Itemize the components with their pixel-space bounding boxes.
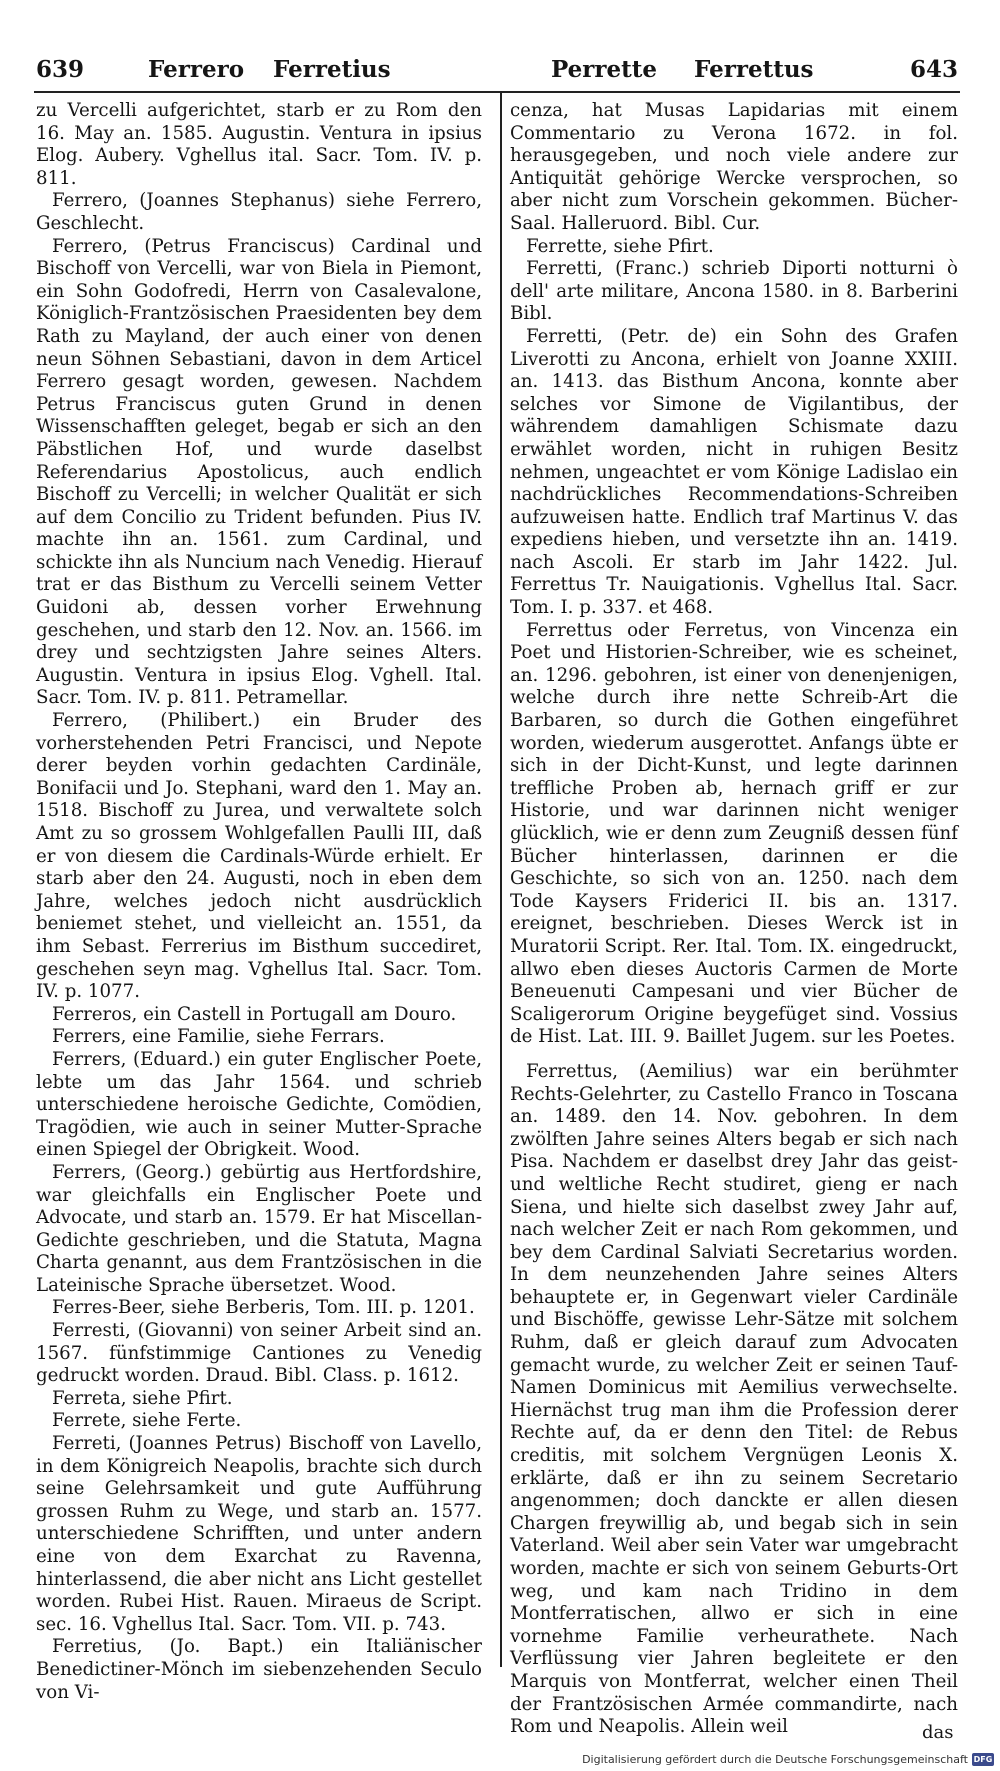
article-entry: zu Vercelli aufgerichtet, starb er zu Rom den 16. May an. 1585. Augustin. Ventura in ipsius Elog. Aubery. Vghellus ital. Sacr. Tom. IV. p. 811. [36, 100, 482, 189]
left-catchword-1: Ferrero [148, 56, 245, 83]
article-entry: Ferrero, (Joannes Stephanus) siehe Ferrero, Geschlecht. [36, 190, 482, 234]
right-page-number: 643 [909, 56, 958, 83]
right-column [510, 100, 958, 1738]
article-entry: Ferrers, (Eduard.) ein guter Englischer Poete, lebte um das Jahr 1564. und schrieb unterschiedene heroische Gedichte, Comödien, Tragödien, wie auch in seiner Mutter-Sprache einen Spiegel der Obrigkeit. Wood. [36, 1048, 482, 1161]
article-entry: Ferrers, eine Familie, siehe Ferrars. [52, 1026, 385, 1048]
article-entry: Ferretti, (Franc.) schrieb Diporti notturni ò dell' arte militare, Ancona 1580. in 8. Barberini Bibl. [510, 258, 958, 325]
column-divider [500, 93, 502, 1667]
article-entry: Ferreta, siehe Pfirt. [52, 1387, 233, 1409]
article-entry: Ferrero, (Petrus Franciscus) Cardinal und Bischoff von Vercelli, war von Biela in Piemont, ein Sohn Godofredi, Herrn von Casalevalone, Königlich-Frantzösischen Praesidenten bey dem Rath zu Mayland, der auch einer von denen neun Söhnen Sebastiani, davon in dem Articel Ferrero gesagt worden, gewesen. Nachdem Petrus Franciscus guten Grund in denen Wissenschafften geleget, begab er sich an den Päbstlichen Hof, und wurde daselbst Referendarius Apostolicus, auch endlich Bischoff zu Vercelli; in welcher Qualität er sich auf dem Concilio zu Trident befunden. Pius IV. machte ihn an. 1561. zum Cardinal, und schickte ihn als Nuncium nach Venedig. Hierauf trat er das Bisthum zu Vercelli seinem Vetter Guidoni ab, dessen vorher Erwehnung geschehen, und starb den 12. Nov. an. 1566. im drey und sechtzigsten Jahre seines Alters. Augustin. Ventura in ipsius Elog. Vghell. Ital. Sacr. Tom. IV. p. 811. Petramellar. [36, 235, 482, 709]
left-column [36, 100, 482, 1703]
running-header [36, 56, 958, 88]
right-catchword-1: Perrette [551, 56, 658, 83]
article-entry: cenza, hat Musas Lapidarias mit einem Commentario zu Verona 1672. in fol. herausgegeben, und noch viele andere zur Antiquität gehörige Wercke versprochen, so aber nicht zum Vorschein gekommen. Bücher-Saal. Halleruord. Bibl. Cur. [510, 100, 958, 234]
article-entry: Ferretti, (Petr. de) ein Sohn des Grafen Liverotti zu Ancona, erhielt von Joanne XXIII. an. 1413. das Bisthum Ancona, konnte aber selches vor Simone de Vigilantibus, der währendem damahligen Schismate dazu erwählet worden, nicht in ruhigen Besitz nehmen, ungeachtet er vom Könige Ladislao ein nachdrückliches Recommendations-Schreiben aufzuweisen hatte. Endlich traf Martinus V. das expediens hieben, und versetzte ihn an. 1419. nach Ascoli. Er starb im Jahr 1422. Jul. Ferrettus Tr. Nauigationis. Vghellus Ital. Sacr. Tom. I. p. 337. et 468. [510, 325, 958, 619]
footer-text: Digitalisierung gefördert durch die Deutsche Forschungsgemeinschaft [582, 1753, 968, 1766]
article-entry: Ferrers, (Georg.) gebürtig aus Hertfordshire, war gleichfalls ein Englischer Poete und Advocate, und starb an. 1579. Er hat Miscellan-Gedichte geschrieben, und die Statuta, Magna Charta genannt, aus dem Frantzösischen in die Lateinische Sprache übersetzet. Wood. [36, 1161, 482, 1296]
article-entry: Ferrettus oder Ferretus, von Vincenza ein Poet und Historien-Schreiber, wie es scheinet, an. 1296. gebohren, ist einer von denenjenigen, welche durch ihre nette Schreib-Art die Barbaren, so durch die Gothen eingeführet worden, wiederum ausgerottet. Anfangs übte er sich in der Dicht-Kunst, und legte darinnen treffliche Proben ab, hernach griff er zur Historie, und war darinnen nicht weniger glücklich, wie er denn zum Zeugniß dessen fünf Bücher hinterlassen, darinnen er die Geschichte, so sich von an. 1250. nach dem Tode Kaysers Friderici II. bis an. 1317. ereignet, beschrieben. Dieses Werck ist in Muratorii Script. Rer. Ital. Tom. IX. eingedruckt, allwo eben dieses Auctoris Carmen de Morte Beneuenuti Campesani und vier Bücher de Scaligerorum Origine beygefüget sind. Vossius de Hist. Lat. III. 9. Baillet Jugem. sur les Poetes. [510, 619, 958, 1048]
left-catchword-2: Ferretius [273, 56, 391, 83]
article-entry: Ferreti, (Joannes Petrus) Bischoff von Lavello, in dem Königreich Neapolis, brachte sich durch seine Gelehrsamkeit und gute Aufführung grossen Ruhm zu Wege, und starb an. 1577. unterschiedene Schrifften, und unter andern eine von dem Exarchat zu Ravenna, hinterlassend, die aber nicht ans Licht gestellet worden. Rubei Hist. Rauen. Miraeus de Script. sec. 16. Vghellus Ital. Sacr. Tom. VII. p. 743. [36, 1433, 482, 1635]
article-entry: Ferreros, ein Castell in Portugall am Douro. [52, 1003, 457, 1025]
dfg-logo-icon: DFG [973, 1755, 993, 1764]
article-entry: Ferrette, siehe Pfirt. [526, 235, 714, 257]
right-catchword-2: Ferrettus [694, 56, 814, 83]
article-entry: Ferrero, (Philibert.) ein Bruder des vorherstehenden Petri Francisci, und Nepote derer beyden vorhin gedachten Cardinäle, Bonifacii und Jo. Stephani, ward den 1. May an. 1518. Bischoff zu Jurea, und verwaltete solch Amt zu so grossem Wohlgefallen Paulli III, daß er von diesem die Cardinals-Würde erhielt. Er starb aber den 24. Augusti, noch in eben dem Jahre, welches jedoch nicht ausdrücklich beniemet stehet, und vielleicht an. 1551, da ihm Sebast. Ferrerius im Bisthum succediret, geschehen seyn mag. Vghellus Ital. Sacr. Tom. IV. p. 1077. [36, 710, 482, 1003]
footer-credit [582, 1753, 994, 1766]
article-entry: Ferrettus, (Aemilius) war ein berühmter Rechts-Gelehrter, zu Castello Franco in Toscana an. 1489. den 14. Nov. gebohren. In dem zwölften Jahre seines Alters begab er sich nach Pisa. Nachdem er daselbst drey Jahr das geist- und weltliche Recht studiret, gieng er nach Siena, und hielte sich daselbst zwey Jahr auf, nach welcher Zeit er nach Rom gekommen, und bey dem Cardinal Salviati Secretarius worden. In dem neunzehenden Jahre seines Alters behauptete er, in Gegenwart vieler Cardinäle und Bischöffe, gewisse Lehr-Sätze mit solchem Ruhm, daß er gleich darauf zum Advocaten gemacht wurde, zu welcher Zeit er seinen Tauf-Namen Dominicus mit Aemilius verwechselte. Hiernächst trug man ihm die Profession derer Rechte auf, da er denn den Titel: de Rebus creditis, mit solchem Vergnügen Leonis X. erklärte, daß er ihn zu seinem Secretario angenommen; doch danckte er allen diesen Chargen freywillig ab, und begab sich in sein Vaterland. Weil aber sein Vater war umgebracht worden, machte er sich von seinem Geburts-Ort weg, und kam nach Tridino in dem Montferratischen, allwo er sich in eine vornehme Familie verheurathete. Nach Verflüssung vier Jahren begleitete er den Marquis von Montferrat, welcher einen Theil der Frantzösischen Armée commandirte, nach Rom und Neapolis. Allein weil [510, 1060, 958, 1738]
article-entry: Ferresti, (Giovanni) von seiner Arbeit sind an. 1567. fünfstimmige Cantiones zu Venedig gedruckt worden. Draud. Bibl. Class. p. 1612. [36, 1320, 482, 1387]
left-page-number: 639 [36, 56, 85, 83]
header-rule [34, 91, 960, 93]
article-entry: Ferrete, siehe Ferte. [52, 1410, 242, 1432]
article-entry: Ferres-Beer, siehe Berberis, Tom. III. p. 1201. [52, 1297, 475, 1319]
article-entry: Ferretius, (Jo. Bapt.) ein Italiänischer Benedictiner-Mönch im siebenzehenden Seculo von Vi- [36, 1636, 482, 1703]
catchword: das [922, 1722, 954, 1743]
